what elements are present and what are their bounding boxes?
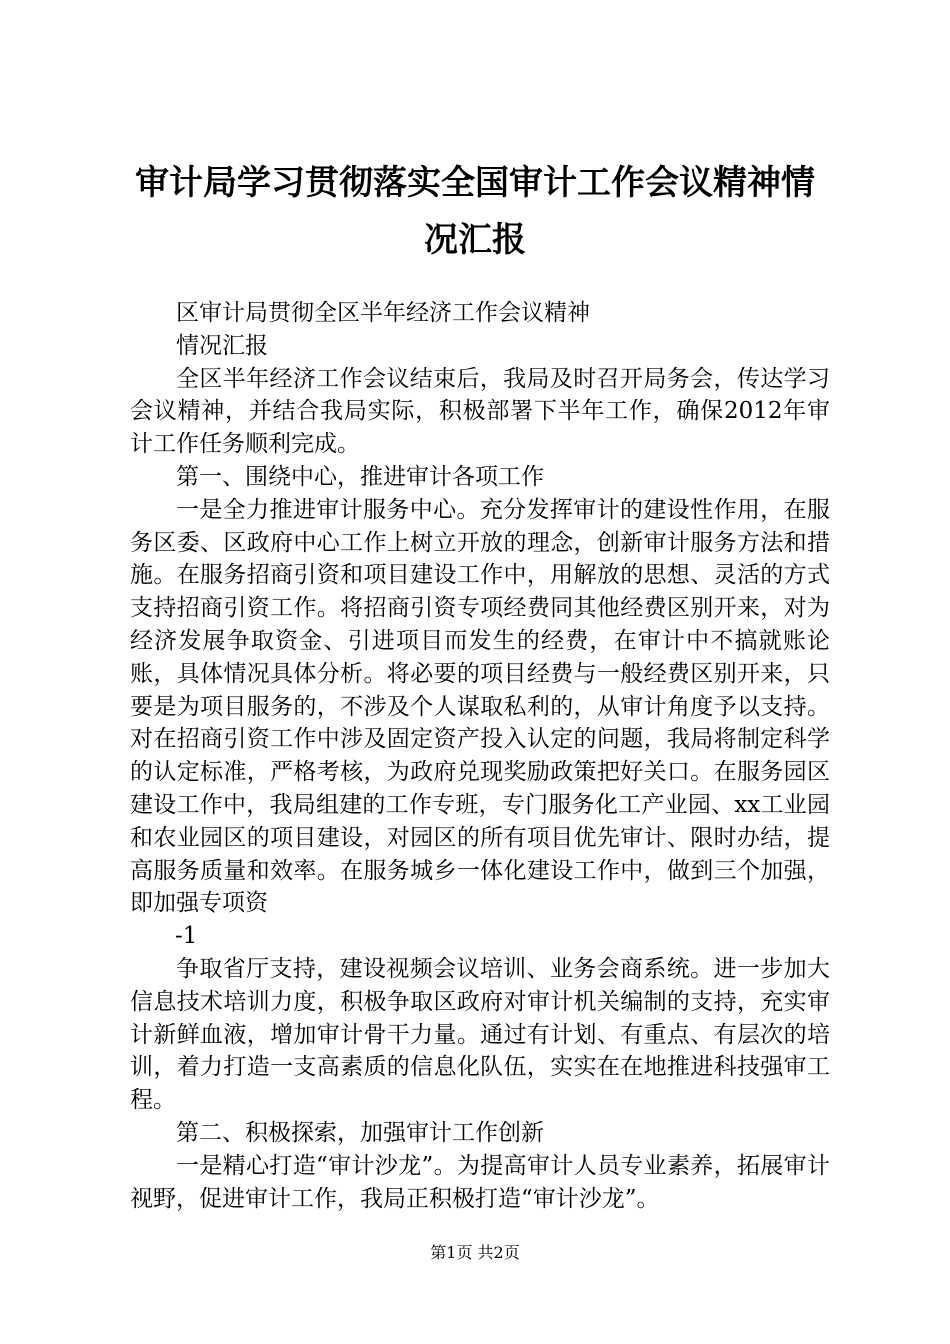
paragraph-salon: 一是精心打造“审计沙龙”。为提高审计人员专业素养，拓展审计视野，促进审计工作，我局正积极打造“审计沙龙”。 xyxy=(130,1152,830,1212)
page-marker: -1 xyxy=(175,923,198,950)
document-title-line2: 况汇报 xyxy=(424,220,526,260)
paragraph-subtitle: 区审计局贯彻全区半年经济工作会议精神 xyxy=(176,300,590,326)
document-title-line1: 审计局学习贯彻落实全国审计工作会议精神情 xyxy=(135,163,815,203)
document-body xyxy=(130,297,830,1215)
paragraph-tech: 争取省厅支持，建设视频会议培训、业务会商系统。进一步加大信息技术培训力度，积极争取区政府对审计机关编制的支持，充实审计新鲜血液，增加审计骨干力量。通过有计划、有重点、有层次的培训，着力打造一支高素质的信息化队伍，实实在在地推进科技强审工程。 xyxy=(130,955,830,1114)
page-footer: 第1页 共2页 xyxy=(430,1243,520,1262)
paragraph-service-center: 一是全力推进审计服务中心。充分发挥审计的建设性作用，在服务区委、区政府中心工作上树立开放的理念，创新审计服务方法和措施。在服务招商引资和项目建设工作中，用解放的思想、灵活的方式支持招商引资工作。将招商引资专项经费同其他经费区别开来，对为经济发展争取资金、引进项目而发生的经费，在审计中不搞就账论账，具体情况具体分析。将必要的项目经费与一般经费区别开来，只要是为项目服务的，不涉及个人谋取私利的，从审计角度予以支持。对在招商引资工作中涉及固定资产投入认定的问题，我局将制定科学的认定标准，严格考核，为政府兑现奖励政策把好关口。在服务园区建设工作中，我局组建的工作专班，专门服务化工产业园、xx工业园和农业园区的项目建设，对园区的所有项目优先审计、限时办结，提高服务质量和效率。在服务城乡一体化建设工作中，做到三个加强，即加强专项资 xyxy=(130,496,830,917)
paragraph-subtitle-2: 情况汇报 xyxy=(176,332,268,359)
section-heading-1: 第一、围绕中心，推进审计各项工作 xyxy=(176,463,544,490)
paragraph-intro: 全区半年经济工作会议结束后，我局及时召开局务会，传达学习会议精神，并结合我局实际，积极部署下半年工作，确保2012年审计工作任务顺利完成。 xyxy=(130,365,830,458)
section-heading-2: 第二、积极探索，加强审计工作创新 xyxy=(176,1119,544,1146)
